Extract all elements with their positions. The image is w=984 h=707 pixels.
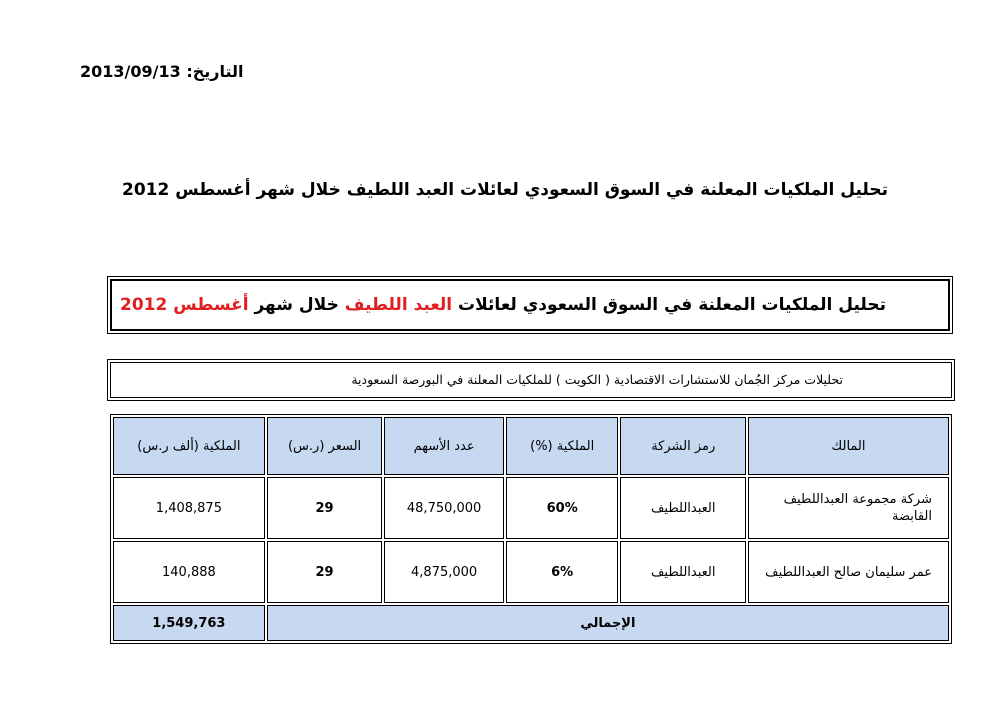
table-row — [113, 477, 949, 539]
date-value: 2013/09/13 — [80, 62, 181, 81]
header-symbol: رمز الشركة — [620, 417, 746, 475]
cell-value: 140,888 — [113, 541, 265, 603]
header-price: السعر (ر.س) — [267, 417, 383, 475]
table-total-row — [113, 605, 949, 641]
table-row — [113, 541, 949, 603]
cell-price: 29 — [267, 477, 383, 539]
cell-symbol: العبداللطيف — [620, 541, 746, 603]
ownership-table — [110, 414, 952, 644]
report-date — [80, 60, 250, 84]
header-shares: عدد الأسهم — [384, 417, 504, 475]
title-part-2: خلال شهر — [248, 295, 345, 315]
title-part-1: تحليل الملكيات المعلنة في السوق السعودي لعائلات — [452, 295, 886, 315]
cell-owner: عمر سليمان صالح العبداللطيف — [748, 541, 949, 603]
cell-price: 29 — [267, 541, 383, 603]
cell-symbol: العبداللطيف — [620, 477, 746, 539]
cell-ownership-pct: 60% — [506, 477, 619, 539]
total-label: الإجمالي — [267, 605, 949, 641]
cell-shares: 48,750,000 — [384, 477, 504, 539]
title-period: أغسطس 2012 — [119, 295, 249, 315]
analysis-source-box — [110, 362, 952, 398]
cell-shares: 4,875,000 — [384, 541, 504, 603]
header-ownership-pct: الملكية (%) — [506, 417, 619, 475]
cell-owner: شركة مجموعة العبداللطيف القابضة — [748, 477, 949, 539]
title-family-name: العبد اللطيف — [344, 295, 453, 315]
analysis-source-text: تحليلات مركز الجُمان للاستشارات الاقتصادية ( الكويت ) للملكيات المعلنة في البورصة السعودية — [351, 372, 843, 387]
cell-ownership-pct: 6% — [506, 541, 619, 603]
header-owner: المالك — [748, 417, 949, 475]
total-value: 1,549,763 — [113, 605, 265, 641]
report-title-box — [110, 279, 950, 331]
cell-value: 1,408,875 — [113, 477, 265, 539]
document-title: تحليل الملكيات المعلنة في السوق السعودي لعائلات العبد اللطيف خلال شهر أغسطس 2012 — [122, 180, 888, 200]
date-label: التاريخ: — [186, 62, 244, 81]
header-value: الملكية (ألف ر.س) — [113, 417, 265, 475]
table-header-row — [113, 417, 949, 475]
